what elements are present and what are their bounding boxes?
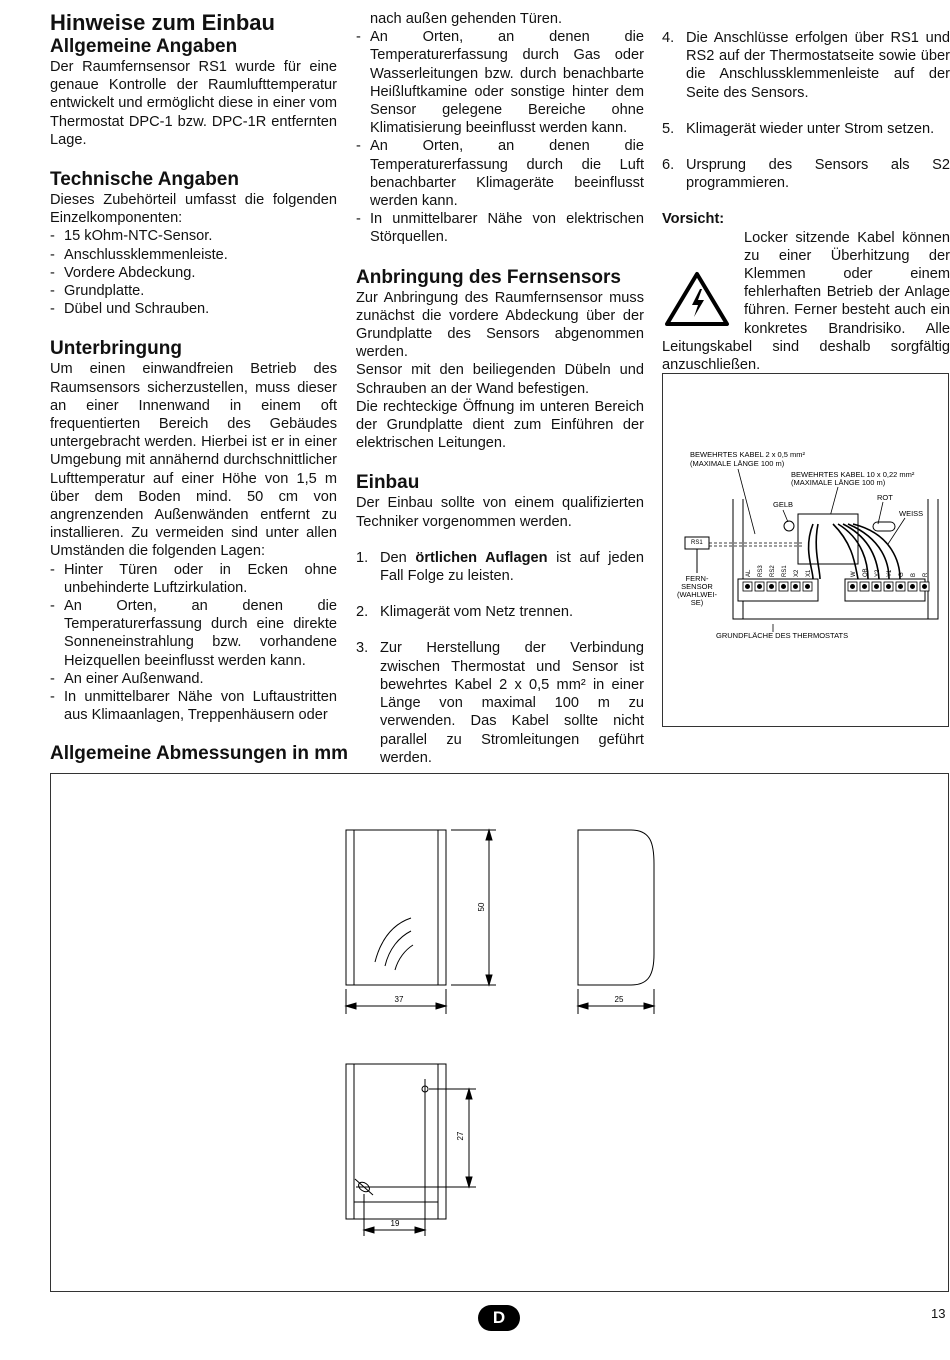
left-terminal-label: RS3 bbox=[758, 565, 764, 577]
list-item: - 15 kOhm-NTC-Sensor. bbox=[50, 227, 337, 245]
step-6: 6. Ursprung des Sensors als S2 programmieren. bbox=[662, 157, 950, 192]
left-terminal-screw bbox=[745, 584, 750, 589]
list-item: - Vordere Abdeckung. bbox=[50, 264, 337, 282]
general-heading: Allgemeine Angaben bbox=[50, 36, 238, 57]
language-badge: D bbox=[478, 1305, 520, 1331]
wiring-diagram bbox=[663, 374, 948, 726]
caution-heading: Vorsicht: bbox=[662, 211, 725, 228]
left-terminal-label: X2 bbox=[794, 569, 800, 577]
left-terminal-screw bbox=[781, 584, 786, 589]
cable1-label-1: BEWEHRTES KABEL 2 x 0,5 mm² bbox=[690, 450, 806, 459]
right-terminal-label: G bbox=[899, 572, 905, 577]
left-terminal-screw bbox=[769, 584, 774, 589]
list-item: - In unmittelbarer Nähe von elektrischen Störquellen. bbox=[356, 210, 644, 246]
column-1 bbox=[50, 10, 337, 725]
list-item: - Hinter Türen oder in Ecken ohne unbehinderte Luftzirkulation. bbox=[50, 561, 337, 597]
dimensions-heading: Allgemeine Abmessungen in mm bbox=[50, 743, 349, 764]
install-steps-cont bbox=[662, 29, 950, 192]
right-terminal-screw bbox=[886, 584, 891, 589]
right-terminal-label: B bbox=[911, 572, 917, 577]
general-text: Der Raumfernsensor RS1 wurde für eine genaue Kontrolle der Raumlufttemperatur entwickelt und ermöglicht diese in einer vom Thermostat DPC-1 bzw. DPC-1R entfernten Lage. bbox=[50, 59, 337, 148]
list-item: - An Orten, an denen die Temperaturerfassung durch eine direkte Sonneneinstrahlung bzw. vorhandene Heizquellen beeinflusst werden kann. bbox=[50, 597, 337, 670]
mount-text-2: Sensor mit den beiliegenden Dübeln und Schrauben an der Wand befestigen. bbox=[356, 362, 644, 397]
column-2 bbox=[356, 10, 644, 785]
tech-intro: Dieses Zubehörteil umfasst die folgenden Einzelkomponenten: bbox=[50, 192, 337, 227]
cable1-label-2: (MAXIMALE LÄNGE 100 m) bbox=[690, 459, 785, 468]
remote-label-3: (WAHLWEI- bbox=[677, 590, 717, 599]
right-terminal-label: Y1 bbox=[887, 569, 893, 577]
mount-text-1: Zur Anbringung des Raumfernsensor muss zunächst die vordere Abdeckung über der Grundplatte des Sensors abgenommen werden. bbox=[356, 289, 644, 361]
right-terminal-label: W bbox=[851, 571, 857, 577]
tech-heading: Technische Angaben bbox=[50, 169, 239, 191]
left-terminal-label: X1 bbox=[806, 569, 812, 577]
rot-label: ROT bbox=[877, 493, 893, 502]
gelb-label: GELB bbox=[773, 500, 794, 509]
mount-heading: Anbringung des Fernsensors bbox=[356, 266, 621, 288]
list-item: - In unmittelbarer Nähe von Luftaustritten aus Klimaanlagen, Treppenhäusern oder bbox=[50, 688, 337, 724]
left-terminal-label: RS2 bbox=[770, 565, 776, 577]
step-1: 1. Den örtlichen Auflagen ist auf jeden Fall Folge zu leisten. bbox=[356, 549, 644, 585]
list-item: - An Orten, an denen die Temperaturerfassung durch die Luft benachbarter Klimageräte beeinflusst werden kann. bbox=[356, 137, 644, 210]
dim-height: 50 bbox=[477, 902, 486, 912]
dimensions-drawing bbox=[51, 774, 948, 1291]
cable2-label-2: (MAXIMALE LÄNGE 100 m) bbox=[791, 478, 886, 487]
wiring-figure bbox=[662, 373, 949, 727]
list-item: - An einer Außenwand. bbox=[50, 670, 337, 688]
placement-list bbox=[50, 561, 337, 725]
mount-text-3: Die rechteckige Öffnung im unteren Bereich der Grundplatte dient zum Einführen der elektrischen Leitungen. bbox=[356, 398, 644, 452]
electric-warning-icon bbox=[662, 269, 732, 329]
step-3: 3. Zur Herstellung der Verbindung zwischen Thermostat und Sensor ist bewehrtes Kabel 2 x 0,5 mm² in einer Länge von maximal 100 m zu verwenden. Das Kabel sollte nicht parallel zu Stromleitungen geführt werden. bbox=[356, 640, 644, 766]
caution-block bbox=[662, 229, 950, 375]
dim-hole-horizontal: 19 bbox=[390, 1219, 400, 1228]
step-5: 5. Klimagerät wieder unter Strom setzen. bbox=[662, 120, 935, 137]
list-item: - An Orten, an denen die Temperaturerfassung durch Gas oder Wasserleitungen bzw. durch benachbarte Heißluftkamine oder sonstige hinter dem Sensor gelegene Bereiche ohne Klimatisierung beeinflusst werden kann. bbox=[356, 28, 644, 137]
right-terminal-label: R bbox=[923, 572, 929, 577]
page-number: 13 bbox=[931, 1306, 946, 1321]
rs1-box-label: RS1 bbox=[691, 540, 703, 546]
left-terminal-screw bbox=[805, 584, 810, 589]
dim-depth: 25 bbox=[614, 995, 624, 1004]
install-steps bbox=[356, 549, 644, 767]
left-terminal-screw bbox=[793, 584, 798, 589]
cable2-label-1: BEWEHRTES KABEL 10 x 0,22 mm² bbox=[791, 470, 915, 479]
base-label: GRUNDFLÄCHE DES THERMOSTATS bbox=[716, 631, 849, 640]
continued-line: nach außen gehenden Türen. bbox=[370, 11, 563, 27]
right-terminal-screw bbox=[874, 584, 879, 589]
remote-label-4: SE) bbox=[690, 598, 704, 607]
placement-text: Um einen einwandfreien Betrieb des Raumsensors sicherzustellen, muss dieser an einer Innenwand in einem oft frequentierten Bereich des Gebäudes untergebracht werden. Hierbei ist er in einer Umgebung mit annähernd durchschnittlicher Lufttemperatur auf einer Höhe von 1,5 m über dem Boden mind. 50 cm von angrenzenden Außenwänden entfernt zu installieren. Zu vermeiden sind unter allen Umständen die folgenden Lagen: bbox=[50, 361, 337, 560]
left-terminal-screw bbox=[757, 584, 762, 589]
weiss-label: WEISS bbox=[899, 509, 924, 518]
dim-hole-vertical: 27 bbox=[456, 1131, 465, 1141]
page-title: Hinweise zum Einbau bbox=[50, 10, 275, 35]
column-3 bbox=[662, 29, 950, 374]
list-item: - Dübel und Schrauben. bbox=[50, 300, 337, 318]
dimensions-figure bbox=[50, 773, 949, 1292]
placement-heading: Unterbringung bbox=[50, 338, 182, 360]
placement-list-cont bbox=[356, 28, 644, 246]
dim-width: 37 bbox=[394, 995, 404, 1004]
right-terminal-screw bbox=[850, 584, 855, 589]
left-terminal-label: RS1 bbox=[782, 565, 788, 577]
list-item: - Grundplatte. bbox=[50, 282, 337, 300]
step-4: 4. Die Anschlüsse erfolgen über RS1 und RS2 auf der Thermostatseite sowie über die Anschlussklemmenleiste auf der Seite des Sensors. bbox=[662, 30, 950, 101]
right-terminal-screw bbox=[898, 584, 903, 589]
left-terminal-label: AL bbox=[746, 569, 752, 577]
right-terminal-screw bbox=[922, 584, 927, 589]
right-terminal-screw bbox=[910, 584, 915, 589]
right-terminal-screw bbox=[862, 584, 867, 589]
install-text: Der Einbau sollte von einem qualifizierten Techniker vorgenommen werden. bbox=[356, 495, 644, 530]
list-item: - Anschlussklemmenleiste. bbox=[50, 246, 337, 264]
remote-label-2: SENSOR bbox=[681, 582, 713, 591]
caution-text: Locker sitzende Kabel können zu einer Überhitzung der Klemmen oder einem fehlerhaften Betrieb der Anlage führen. Ferner besteht auch ein konkretes Brandrisiko. Alle Leitungskabel sind deshalb sorgfältig anzuschließen. bbox=[662, 229, 950, 374]
remote-label-1: FERN- bbox=[685, 574, 709, 583]
install-heading: Einbau bbox=[356, 472, 420, 494]
tech-list bbox=[50, 227, 337, 318]
step-2: 2. Klimagerät vom Netz trennen. bbox=[356, 604, 574, 621]
right-terminal-label: Y2 bbox=[875, 569, 881, 577]
right-terminal-label: OB bbox=[863, 568, 869, 577]
